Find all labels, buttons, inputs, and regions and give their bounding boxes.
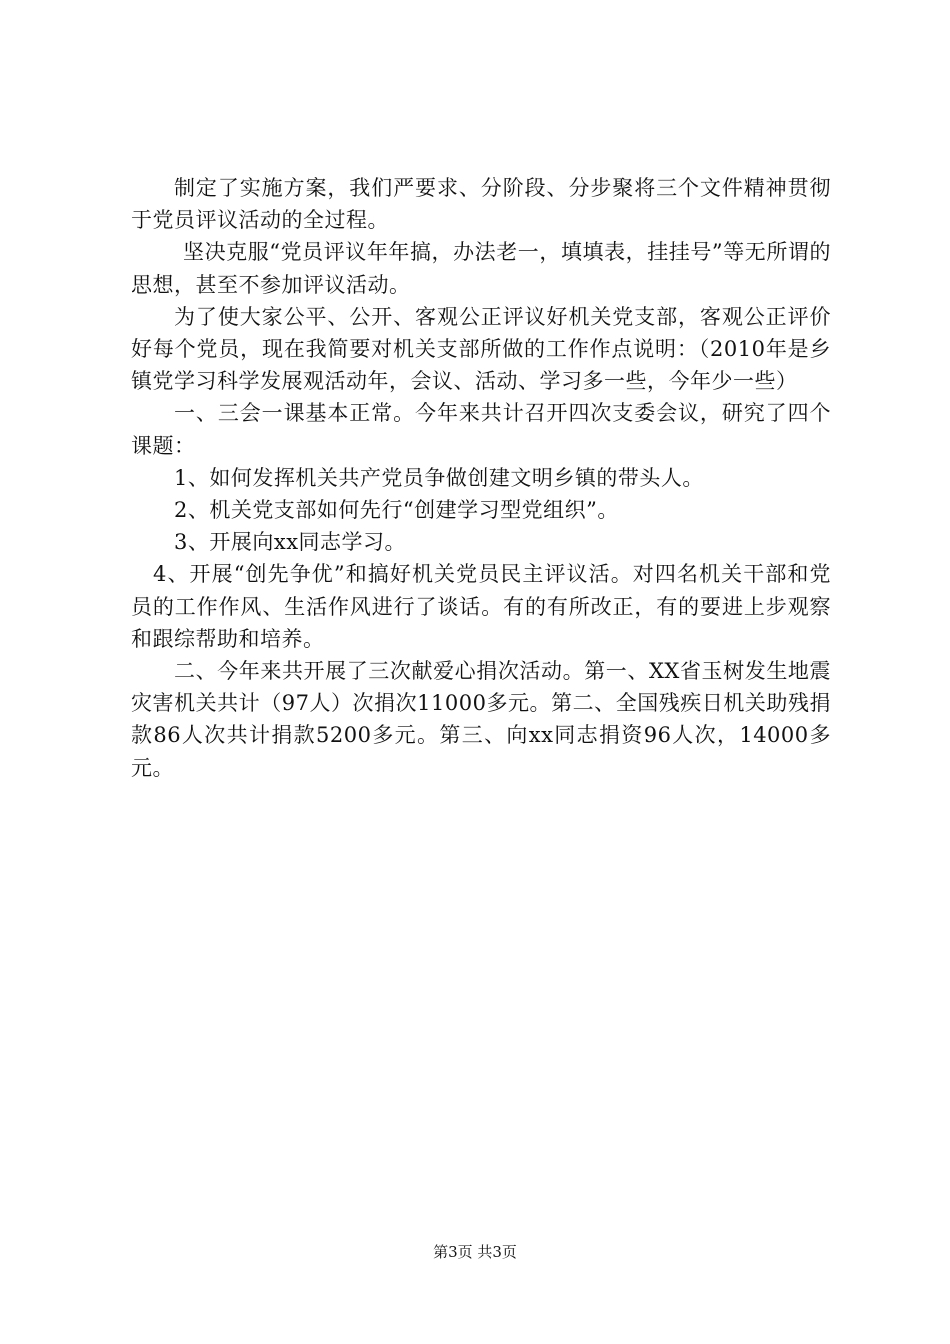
paragraph-implementation-plan: 制定了实施方案，我们严要求、分阶段、分步聚将三个文件精神贯彻于党员评议活动的全过程。 [131,176,831,233]
paragraph-section-one: 一、三会一课基本正常。今年来共计召开四次支委会议，研究了四个课题： [131,401,831,458]
list-item-topic-4: 4、开展“创先争优”和搞好机关党员民主评议活。对四名机关干部和党员的工作作风、生活作风进行了谈话。有的有所改正，有的要进上步观察和跟综帮助和培养。 [131,562,831,651]
page-number-label: 第3页 共3页 [433,1243,517,1261]
page-footer [0,1242,950,1262]
list-item-topic-3: 3、开展向xx同志学习。 [174,530,407,555]
paragraph-overcome-thinking: 坚决克服“党员评议年年搞，办法老一，填填表，挂挂号”等无所谓的思想，甚至不参加评议活动。 [131,240,831,297]
list-item-topic-1: 1、如何发挥机关共产党员争做创建文明乡镇的带头人。 [174,465,704,490]
paragraph-work-explanation: 为了使大家公平、公开、客观公正评议好机关党支部，客观公正评价好每个党员，现在我简要对机关支部所做的工作作点说明：（2010年是乡镇党学习科学发展观活动年，会议、活动、学习多一些，今年少一些） [131,304,831,394]
list-item-topic-2: 2、机关党支部如何先行“创建学习型党组织”。 [174,498,619,523]
document-body [131,172,831,784]
paragraph-section-two: 二、今年来共开展了三次献爱心捐次活动。第一、XX省玉树发生地震灾害机关共计（97人）次捐次11000多元。第二、全国残疾日机关助残捐款86人次共计捐款5200多元。第三、向xx同志捐资96人次，14000多元。 [131,659,831,780]
